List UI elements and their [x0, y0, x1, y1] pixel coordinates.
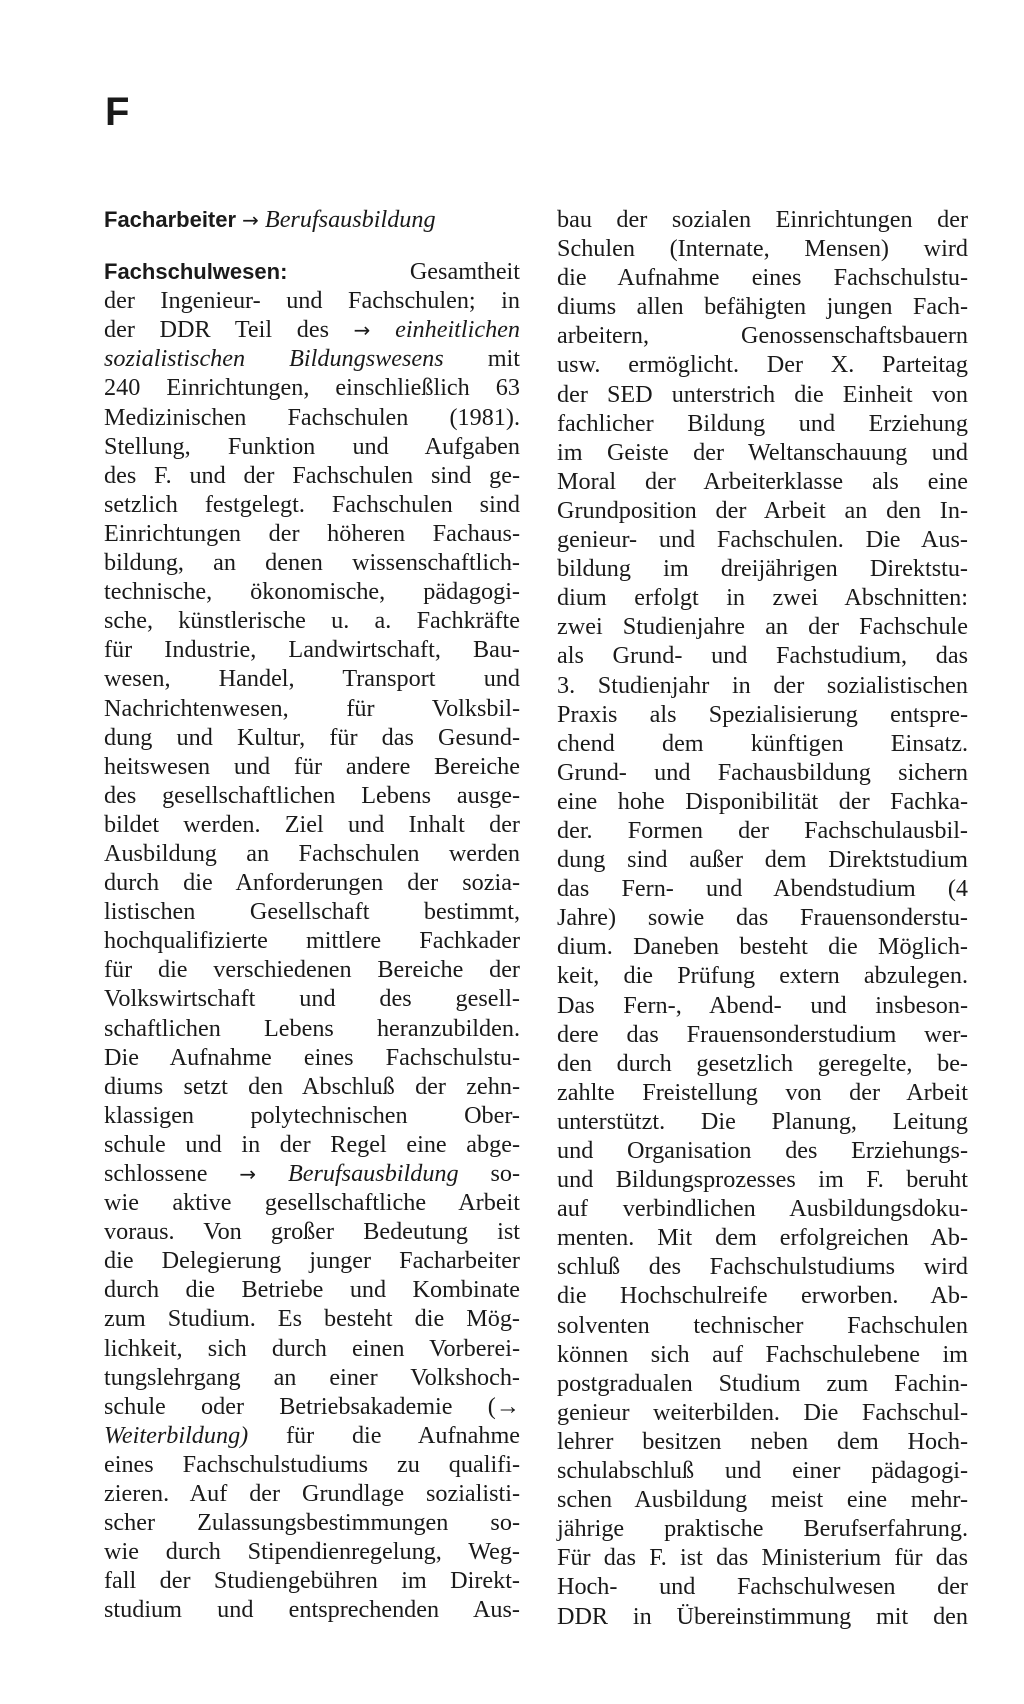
text-line: schulabschluß und einer pädagogi- [557, 1457, 968, 1485]
text-line: postgradualen Studium zum Fachin- [557, 1369, 968, 1397]
text-line: studium und entsprechenden Aus- [104, 1596, 520, 1624]
text-line: eines Fachschulstudiums zu qualifi- [104, 1450, 520, 1478]
text-line: Weiterbildung) für die Aufnahme [104, 1421, 521, 1449]
text-line: Grund- und Fachausbildung sichern [557, 758, 968, 786]
entry-facharbeiter [104, 205, 520, 234]
text-line: bau der sozialen Einrichtungen der [557, 206, 968, 233]
text-line: Medizinischen Fachschulen (1981). [104, 403, 520, 431]
text-line: zieren. Auf der Grundlage sozialisti- [104, 1480, 520, 1508]
text-line: bildet werden. Ziel und Inhalt der [104, 810, 520, 838]
entry-fachschulwesen [104, 257, 520, 286]
text-line: schaftlichen Lebens heranzubilden. [104, 1014, 520, 1042]
text-line: dium. Daneben besteht die Möglich- [557, 933, 968, 961]
text-line: des F. und der Fachschulen sind ge- [104, 461, 520, 489]
text-line: lichkeit, sich durch einen Vorberei- [104, 1334, 520, 1362]
text-line: und Bildungsprozesses im F. beruht [557, 1166, 968, 1194]
text-line: der SED unterstrich die Einheit von [557, 380, 968, 408]
text-line: jährige praktische Berufserfahrung. [557, 1515, 968, 1543]
text-line: fall der Studiengebühren im Direkt- [104, 1567, 520, 1595]
text-line: und Organisation des Erziehungs- [557, 1137, 968, 1164]
cross-reference-arrow-icon: → [242, 208, 259, 232]
text-line: Das Fern-, Abend- und insbeson- [557, 991, 968, 1019]
text-line: dium erfolgt in zwei Abschnitten: [557, 584, 968, 612]
text-line: setzlich festgelegt. Fachschulen sind [104, 490, 520, 518]
text-line: dung sind außer dem Direktstudium [557, 846, 968, 874]
text-line: den durch gesetzlich geregelte, be- [557, 1049, 968, 1077]
text-line: zwei Studienjahre an der Fachschule [557, 613, 968, 641]
text-line: Praxis als Spezialisierung entspre- [557, 700, 968, 728]
text-line: Hoch- und Fachschulwesen der [557, 1573, 968, 1601]
text-line: keit, die Prüfung extern abzulegen. [557, 962, 968, 990]
entry-term: Facharbeiter [104, 207, 237, 232]
text-line: im Geiste der Weltanschauung und [557, 438, 968, 466]
text-line: der Ingenieur- und Fachschulen; in [104, 287, 520, 315]
text-line: Für das F. ist das Ministerium für das [557, 1544, 968, 1572]
text-line: lehrer besitzen neben dem Hoch- [557, 1427, 968, 1455]
text-line: DDR in Übereinstimmung mit den [557, 1602, 968, 1630]
text-line: klassigen polytechnischen Ober- [104, 1101, 520, 1129]
text-line: tungslehrgang an einer Volkshoch- [104, 1363, 520, 1391]
text-line: bildung im dreijährigen Direktstu- [557, 555, 968, 583]
text-line: unterstützt. Die Planung, Leitung [557, 1107, 968, 1135]
text-line: wie durch Stipendienregelung, Weg- [104, 1538, 520, 1566]
text-line: eine hohe Disponibilität der Fachka- [557, 787, 968, 815]
text-line: listischen Gesellschaft bestimmt, [104, 898, 520, 926]
cross-reference-arrow-icon: → [353, 318, 371, 343]
section-letter: F [105, 90, 130, 134]
text-line: des gesellschaftlichen Lebens ausge- [104, 781, 520, 809]
text-line: diums setzt den Abschluß der zehn- [104, 1072, 520, 1100]
text-line: solventen technischer Fachschulen [557, 1311, 968, 1339]
text-line: 3. Studienjahr in der sozialistischen [557, 671, 968, 699]
text-line: Stellung, Funktion und Aufgaben [104, 432, 520, 460]
text-line: der. Formen der Fachschulausbil- [557, 816, 968, 844]
text-line: für die verschiedenen Bereiche der [104, 956, 520, 984]
text-line: Grundposition der Arbeit an den In- [557, 496, 968, 524]
text-line: wesen, Handel, Transport und [104, 665, 520, 693]
text-line: Moral der Arbeiterklasse als eine [557, 467, 968, 495]
text-line: 240 Einrichtungen, einschließlich 63 [104, 374, 520, 402]
cross-reference-link[interactable]: einheitlichen [395, 316, 520, 344]
left-column [104, 205, 520, 1625]
cross-reference-link[interactable]: Weiterbildung) [104, 1421, 249, 1449]
text-line: genieur weiterbilden. Die Fachschul- [557, 1398, 968, 1426]
text-line: scher Zulassungsbestimmungen so- [104, 1509, 520, 1537]
text-line: bildung, an denen wissenschaftlich- [104, 549, 520, 577]
text-line: Einrichtungen der höheren Fachaus- [104, 519, 520, 547]
text-line: Die Aufnahme eines Fachschulstu- [104, 1043, 520, 1071]
cross-reference-link[interactable]: Berufsausbildung [287, 1160, 459, 1187]
text-line: auf verbindlichen Ausbildungsdoku- [557, 1195, 968, 1223]
right-column [557, 205, 968, 1631]
text-line: schule und in der Regel eine abge- [104, 1130, 520, 1158]
text-line: diums allen befähigten jungen Fach- [557, 293, 968, 321]
text-line: das Fern- und Abendstudium (4 [557, 875, 968, 903]
entry-text: Gesamtheit [409, 258, 520, 286]
text-line: genieur- und Fachschulen. Die Aus- [557, 526, 968, 554]
text-line: dung und Kultur, für das Gesund- [104, 723, 520, 751]
text-line: technische, ökonomische, pädagogi- [104, 578, 520, 606]
text-line: der DDR Teil des → einheitlichen [104, 316, 520, 344]
text-line: für Industrie, Landwirtschaft, Bau- [104, 636, 520, 664]
cross-reference-link[interactable]: sozialistischen Bildungswesens [104, 345, 444, 373]
text-line: Jahre) sowie das Frauensonderstu- [557, 904, 968, 932]
text-line: Volkswirtschaft und des gesell- [104, 985, 520, 1013]
text-line: dere das Frauensonderstudium wer- [557, 1020, 968, 1048]
text-line: heitswesen und für andere Bereiche [104, 752, 520, 780]
text-line: schluß des Fachschulstudiums wird [557, 1253, 968, 1281]
text-line: können sich auf Fachschulebene im [557, 1340, 968, 1368]
text-line: sche, künstlerische u. a. Fachkräfte [104, 607, 520, 635]
text-line: Nachrichtenwesen, für Volksbil- [104, 694, 520, 722]
text-line: die Hochschulreife erworben. Ab- [557, 1282, 968, 1310]
text-line: chend dem künftigen Einsatz. [557, 729, 968, 757]
text-line: durch die Betriebe und Kombinate [104, 1276, 520, 1304]
text-line: fachlicher Bildung und Erziehung [557, 409, 968, 437]
text-line: zahlte Freistellung von der Arbeit [557, 1078, 968, 1106]
entry-term: Fachschulwesen: [104, 259, 288, 285]
cross-reference-arrow-icon: → [239, 1162, 257, 1186]
text-line: menten. Mit dem erfolgreichen Ab- [557, 1224, 968, 1252]
text-line: sozialistischen Bildungswesens mit [104, 345, 520, 373]
text-line: die Delegierung junger Facharbeiter [104, 1247, 520, 1275]
text-line: die Aufnahme eines Fachschulstu- [557, 264, 968, 292]
text-line: usw. ermöglicht. Der X. Parteitag [557, 351, 968, 379]
text-line: schen Ausbildung meist eine mehr- [557, 1486, 968, 1514]
text-line: als Grund- und Fachstudium, das [557, 642, 968, 670]
cross-reference-link[interactable]: Berufsausbildung [264, 206, 436, 233]
text-line: schlossene → Berufsausbildung so- [104, 1160, 521, 1187]
text-line: arbeitern, Genossenschaftsbauern [557, 322, 968, 350]
text-line: schule oder Betriebsakademie (→ [104, 1392, 520, 1420]
text-line: Schulen (Internate, Mensen) wird [557, 235, 968, 263]
text-line: zum Studium. Es besteht die Mög- [104, 1305, 520, 1333]
text-line: Ausbildung an Fachschulen werden [104, 839, 520, 867]
text-line: hochqualifizierte mittlere Fachkader [104, 927, 520, 955]
text-line: voraus. Von großer Bedeutung ist [104, 1218, 520, 1246]
text-line: durch die Anforderungen der sozia- [104, 869, 520, 897]
text-line: wie aktive gesellschaftliche Arbeit [104, 1189, 520, 1217]
